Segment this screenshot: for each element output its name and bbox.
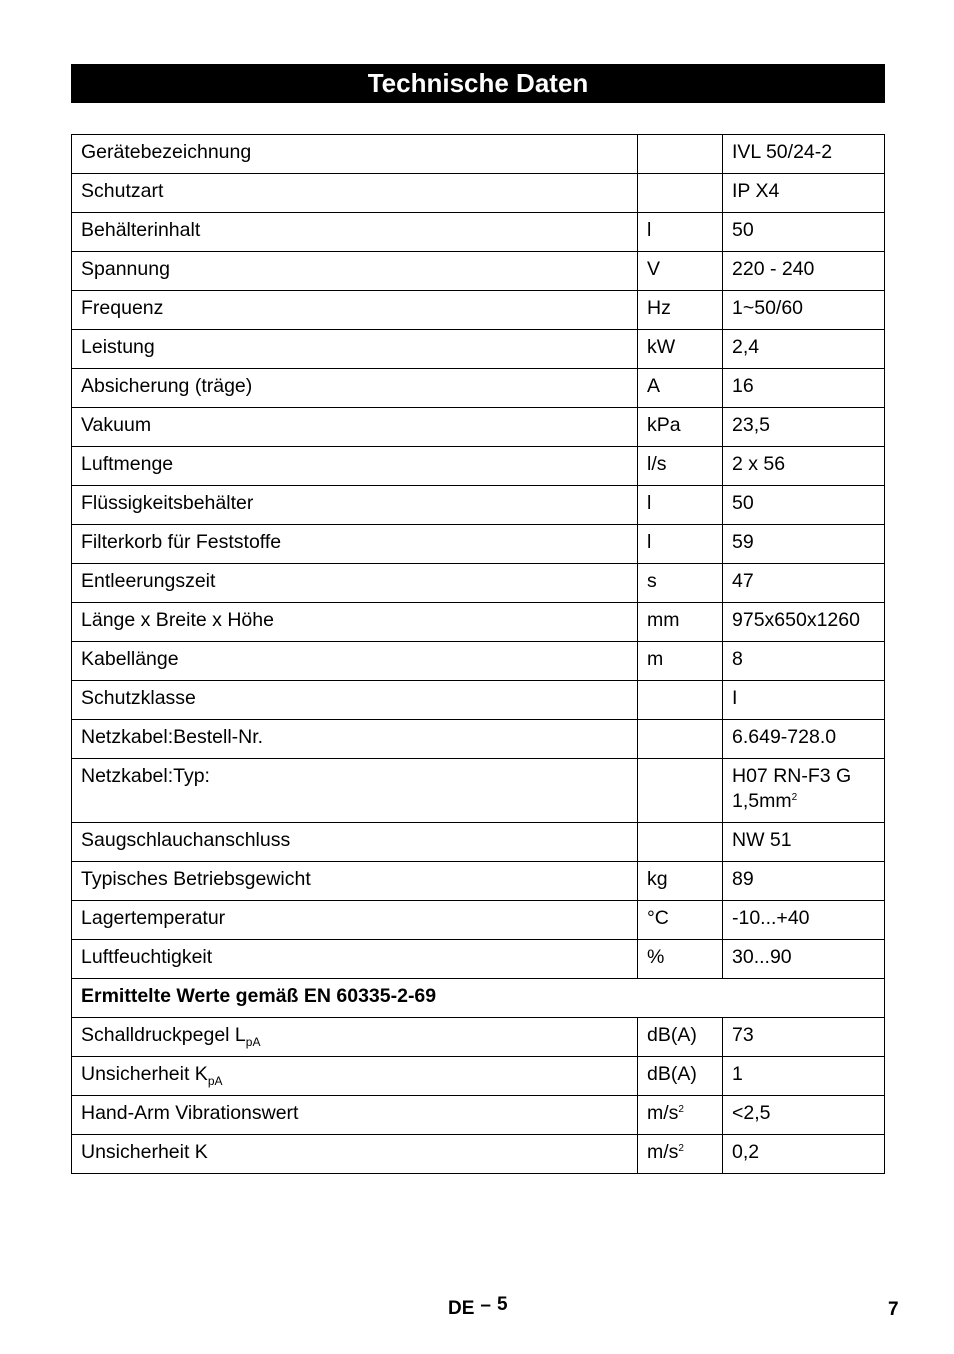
footer-section-page	[448, 1294, 508, 1320]
spec-value: 2,4	[723, 330, 885, 369]
spec-label: Entleerungszeit	[72, 564, 638, 603]
spec-label: Länge x Breite x Höhe	[72, 603, 638, 642]
unit-text: m/s	[647, 1102, 679, 1124]
spec-unit: dB(A)	[638, 1057, 723, 1096]
spec-label: Spannung	[72, 252, 638, 291]
table-row	[72, 252, 885, 291]
spec-unit: A	[638, 369, 723, 408]
spec-label: Lagertemperatur	[72, 901, 638, 940]
table-row	[72, 1057, 885, 1096]
label-text: Unsicherheit K	[81, 1063, 208, 1085]
spec-unit	[638, 759, 723, 823]
spec-value: 59	[723, 525, 885, 564]
spec-value: 8	[723, 642, 885, 681]
spec-value: 975x650x1260	[723, 603, 885, 642]
spec-value: 2 x 56	[723, 447, 885, 486]
spec-unit: m	[638, 642, 723, 681]
value-line-2: 1,5mm	[732, 790, 792, 812]
spec-value: I	[723, 681, 885, 720]
spec-value: 0,2	[723, 1135, 885, 1174]
spec-label: Schutzklasse	[72, 681, 638, 720]
table-row	[72, 1018, 885, 1057]
spec-unit	[638, 174, 723, 213]
page-number: 7	[888, 1299, 899, 1320]
superscript: 2	[791, 792, 798, 803]
spec-label: Typisches Betriebsgewicht	[72, 862, 638, 901]
spec-value: <2,5	[723, 1096, 885, 1135]
spec-unit: V	[638, 252, 723, 291]
spec-value: 1	[723, 1057, 885, 1096]
table-row	[72, 720, 885, 759]
spec-unit: Hz	[638, 291, 723, 330]
spec-value: 1~50/60	[723, 291, 885, 330]
spec-label: Kabellänge	[72, 642, 638, 681]
spec-unit: kW	[638, 330, 723, 369]
page-title: Technische Daten	[71, 64, 885, 103]
spec-value: 73	[723, 1018, 885, 1057]
table-row	[72, 1135, 885, 1174]
table-row	[72, 642, 885, 681]
subscript: pA	[245, 1035, 261, 1049]
table-row	[72, 525, 885, 564]
spec-unit: °C	[638, 901, 723, 940]
spec-label: Luftmenge	[72, 447, 638, 486]
spec-label	[72, 1018, 638, 1057]
table-row	[72, 940, 885, 979]
spec-label: Frequenz	[72, 291, 638, 330]
superscript: 2	[678, 1143, 684, 1154]
table-row	[72, 330, 885, 369]
spec-unit	[638, 1135, 723, 1174]
spec-unit: dB(A)	[638, 1018, 723, 1057]
section-header-row	[72, 979, 885, 1018]
table-row	[72, 759, 885, 823]
spec-label	[72, 1057, 638, 1096]
spec-value: 220 - 240	[723, 252, 885, 291]
subscript: pA	[207, 1074, 223, 1088]
table-row	[72, 862, 885, 901]
superscript: 2	[678, 1104, 684, 1115]
table-row	[72, 681, 885, 720]
spec-unit: l/s	[638, 447, 723, 486]
spec-label: Netzkabel:Bestell-Nr.	[72, 720, 638, 759]
spec-label: Filterkorb für Feststoffe	[72, 525, 638, 564]
spec-unit: s	[638, 564, 723, 603]
spec-unit: mm	[638, 603, 723, 642]
spec-unit: %	[638, 940, 723, 979]
spec-value: 47	[723, 564, 885, 603]
table-row	[72, 564, 885, 603]
table-row	[72, 135, 885, 174]
spec-value: 89	[723, 862, 885, 901]
spec-label: Unsicherheit K	[72, 1135, 638, 1174]
footer-section-number: 5	[496, 1294, 508, 1315]
spec-label: Behälterinhalt	[72, 213, 638, 252]
table-row	[72, 213, 885, 252]
spec-label: Vakuum	[72, 408, 638, 447]
spec-label: Gerätebezeichnung	[72, 135, 638, 174]
spec-label: Hand-Arm Vibrationswert	[72, 1096, 638, 1135]
spec-unit	[638, 1096, 723, 1135]
label-text: Schalldruckpegel L	[81, 1024, 246, 1046]
table-row	[72, 291, 885, 330]
spec-value: IVL 50/24-2	[723, 135, 885, 174]
table-row	[72, 823, 885, 862]
table-row	[72, 1096, 885, 1135]
unit-text: m/s	[647, 1141, 679, 1163]
technical-data-table	[71, 134, 885, 1174]
spec-label: Absicherung (träge)	[72, 369, 638, 408]
footer-lang: DE	[448, 1298, 475, 1319]
table-row	[72, 603, 885, 642]
spec-value	[723, 759, 885, 823]
spec-value: 50	[723, 213, 885, 252]
value-line-1: H07 RN-F3 G	[732, 765, 852, 787]
spec-unit: l	[638, 486, 723, 525]
table-row	[72, 486, 885, 525]
section-heading: Ermittelte Werte gemäß EN 60335-2-69	[72, 979, 885, 1018]
table-row	[72, 901, 885, 940]
table-row	[72, 174, 885, 213]
spec-value: 23,5	[723, 408, 885, 447]
spec-value: -10...+40	[723, 901, 885, 940]
spec-label: Leistung	[72, 330, 638, 369]
spec-value: 50	[723, 486, 885, 525]
spec-value: 6.649-728.0	[723, 720, 885, 759]
spec-label: Netzkabel:Typ:	[72, 759, 638, 823]
spec-unit	[638, 720, 723, 759]
spec-value: IP X4	[723, 174, 885, 213]
spec-value: 16	[723, 369, 885, 408]
spec-label: Luftfeuchtigkeit	[72, 940, 638, 979]
spec-unit	[638, 135, 723, 174]
footer-dash: –	[480, 1295, 491, 1316]
spec-label: Schutzart	[72, 174, 638, 213]
spec-unit: l	[638, 213, 723, 252]
table-row	[72, 447, 885, 486]
spec-unit: kPa	[638, 408, 723, 447]
spec-value: NW 51	[723, 823, 885, 862]
spec-value: 30...90	[723, 940, 885, 979]
spec-unit: l	[638, 525, 723, 564]
table-row	[72, 369, 885, 408]
spec-unit: kg	[638, 862, 723, 901]
spec-unit	[638, 823, 723, 862]
spec-label: Saugschlauchanschluss	[72, 823, 638, 862]
spec-unit	[638, 681, 723, 720]
spec-label: Flüssigkeitsbehälter	[72, 486, 638, 525]
table-row	[72, 408, 885, 447]
